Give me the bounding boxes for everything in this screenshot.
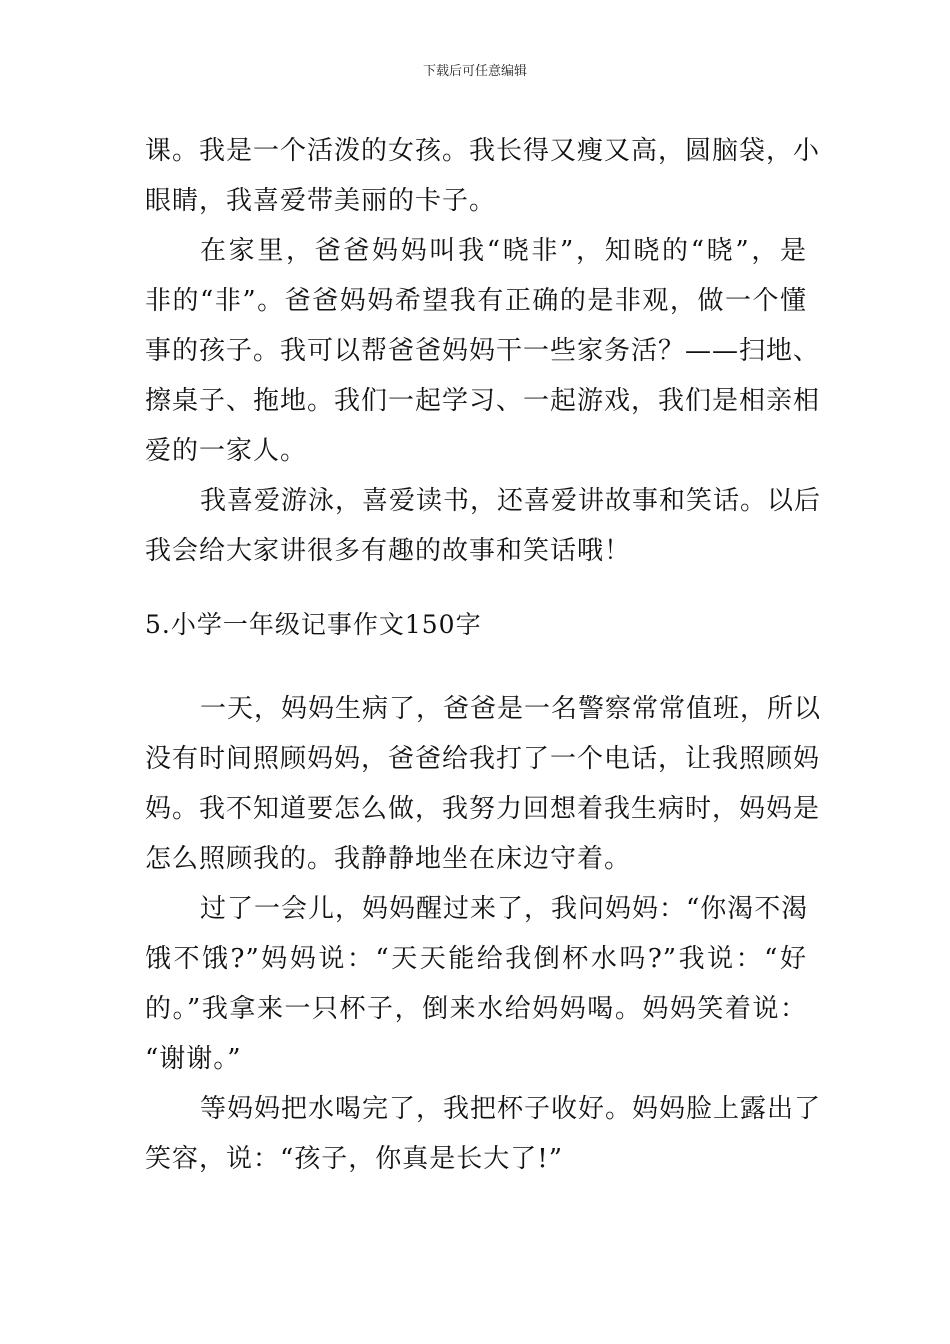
paragraph-start-line: 在家里，爸爸妈妈叫我“晓非”，知晓的“晓”，是 <box>200 236 807 266</box>
document-body <box>145 126 822 1184</box>
text-line: 笑容，说：“孩子，你真是长大了!” <box>145 1144 564 1174</box>
text-line: 妈。我不知道要怎么做，我努力回想着我生病时，妈妈是 <box>145 794 821 824</box>
text-line: 的。”我拿来一只杯子，倒来水给妈妈喝。妈妈笑着说： <box>145 994 807 1024</box>
paragraph-start-line: 一天，妈妈生病了，爸爸是一名警察常常值班，所以 <box>200 694 822 724</box>
paragraph-start-line: 我喜爱游泳，喜爱读书，还喜爱讲故事和笑话。以后 <box>200 486 822 516</box>
text-line: 没有时间照顾妈妈，爸爸给我打了一个电话，让我照顾妈 <box>145 744 821 774</box>
spacer <box>145 576 807 600</box>
paragraph-start-line: 过了一会儿，妈妈醒过来了，我问妈妈：“你渴不渴 <box>200 894 809 924</box>
text-line: 擦桌子、拖地。我们一起学习、一起游戏，我们是相亲相 <box>145 386 821 416</box>
text-line: 我会给大家讲很多有趣的故事和笑话哦！ <box>145 536 632 566</box>
text-line: 非的“非”。爸爸妈妈希望我有正确的是非观，做一个懂 <box>145 286 807 316</box>
section-heading: 5.小学一年级记事作文150字 <box>145 610 482 639</box>
spacer <box>145 650 807 684</box>
page-header: 下载后可任意编辑 <box>422 64 527 79</box>
text-line: 事的孩子。我可以帮爸爸妈妈干一些家务活？——扫地、 <box>145 336 821 366</box>
text-line: 爱的一家人。 <box>145 436 308 466</box>
text-line: 饿不饿?”妈妈说：“天天能给我倒杯水吗?”我说：“好 <box>145 944 807 974</box>
paragraph-start-line: 等妈妈把水喝完了，我把杯子收好。妈妈脸上露出了 <box>200 1094 822 1124</box>
text-line: 课。我是一个活泼的女孩。我长得又瘦又高，圆脑袋，小 <box>145 136 821 166</box>
text-line: “谢谢。” <box>145 1044 242 1074</box>
text-line: 怎么照顾我的。我静静地坐在床边守着。 <box>145 844 632 874</box>
text-line: 眼睛，我喜爱带美丽的卡子。 <box>145 186 497 216</box>
